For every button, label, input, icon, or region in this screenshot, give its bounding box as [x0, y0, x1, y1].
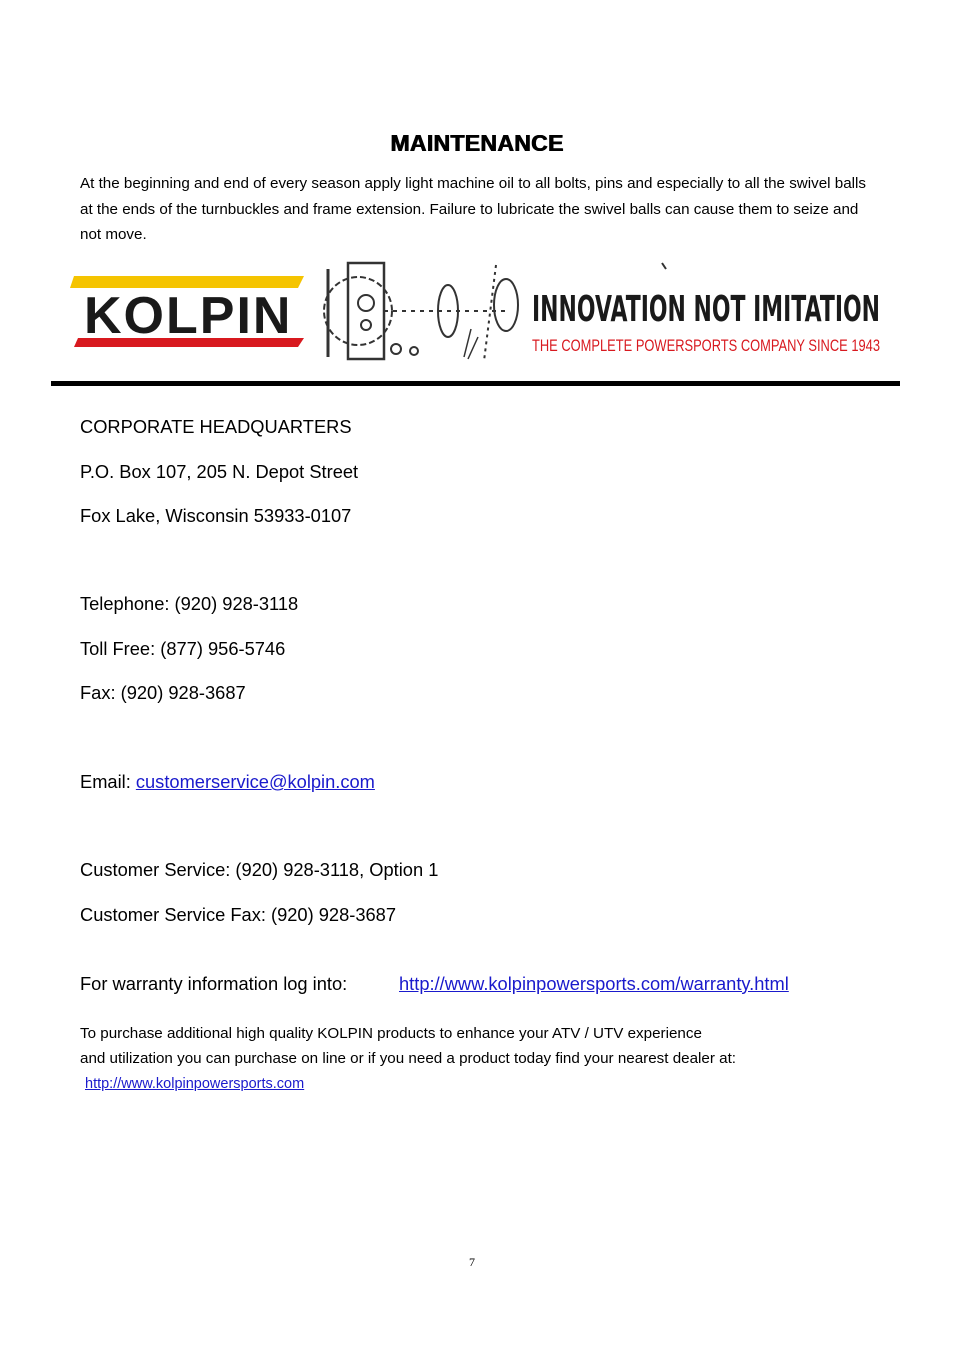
purchase-line-2: and utilization you can purchase on line or if you need a product today find your nearest dealer at: [80, 1050, 737, 1067]
tagline-text: THE COMPLETE POWERSPORTS COMPANY SINCE 1943 [532, 336, 880, 355]
warranty-label: For warranty information log into: [80, 973, 348, 994]
address-line-2: Fox Lake, Wisconsin 53933-0107 [80, 505, 352, 526]
email-link[interactable]: customerservice@kolpin.com [135, 771, 375, 792]
hq-label: CORPORATE HEADQUARTERS [80, 416, 352, 437]
telephone: Telephone: (920) 928-3118 [80, 593, 299, 614]
logo-text: KOLPIN [84, 287, 293, 345]
maintenance-paragraph: At the beginning and end of every season apply light machine oil to all bolts, pins and especially to all the swivel balls at the ends of the turnbuckles and frame extension. Failure to lubricate the swivel balls can cause them to seize and not move. [80, 175, 867, 243]
warranty-link[interactable]: http://www.kolpinpowersports.com/warranty.html [399, 973, 789, 994]
address-line-1: P.O. Box 107, 205 N. Depot Street [80, 461, 359, 482]
page-number: 7 [469, 1255, 475, 1269]
email-row [80, 771, 375, 793]
banner-graphic [66, 259, 888, 367]
kolpin-banner [66, 259, 888, 367]
page-title: MAINTENANCE [390, 130, 564, 156]
section-divider [51, 381, 900, 386]
purchase-line-1: To purchase additional high quality KOLPIN products to enhance your ATV / UTV experience [80, 1025, 702, 1042]
customer-service-fax: Customer Service Fax: (920) 928-3687 [80, 904, 397, 925]
email-label: Email: [80, 771, 136, 792]
slogan-text: INNOVATION NOT IMITATION [532, 289, 880, 330]
fax: Fax: (920) 928-3687 [80, 682, 246, 703]
website-link[interactable]: http://www.kolpinpowersports.com [85, 1076, 305, 1092]
customer-service: Customer Service: (920) 928-3118, Option 1 [80, 859, 439, 880]
toll-free: Toll Free: (877) 956-5746 [80, 638, 286, 659]
